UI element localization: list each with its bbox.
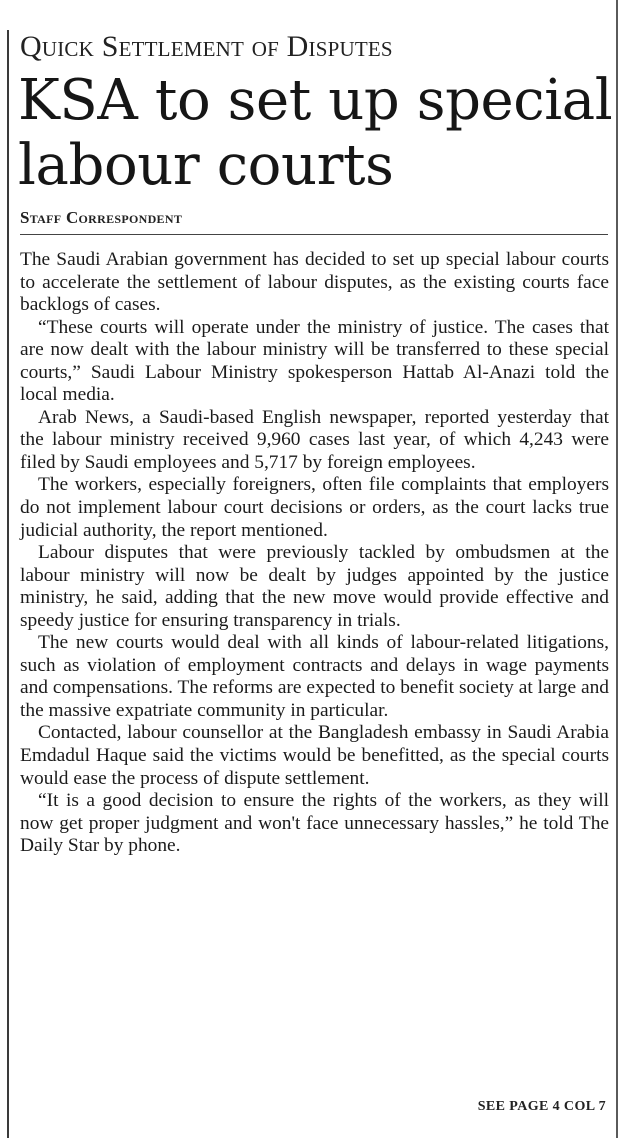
article-body (20, 249, 609, 858)
byline: Staff Correspondent (20, 208, 183, 227)
article-paragraph: The new courts would deal with all kinds of labour-related litigations, such as violation of employment contracts and delays in wage payments and compensations. The reforms are expected to benefit society at large and the massive expatriate community in particular. (20, 632, 609, 721)
kicker: Quick Settlement of Disputes (20, 30, 393, 63)
article-paragraph: “These courts will operate under the ministry of justice. The cases that are now dealt with the labour ministry will be transferred to these special courts,” Saudi Labour Ministry spokesperson Hattab Al-Anazi told the local media. (20, 316, 609, 406)
article-paragraph: Arab News, a Saudi-based English newspaper, reported yesterday that the labour ministry received 9,960 cases last year, of which 4,243 were filed by Saudi employees and 5,717 by foreign employees. (20, 406, 609, 473)
byline-divider (20, 234, 608, 235)
headline: KSA to set up special labour courts (18, 68, 613, 198)
continued-jump-line: SEE PAGE 4 COL 7 (477, 1099, 606, 1114)
article-paragraph: The Saudi Arabian government has decided to set up special labour courts to accelerate the settlement of labour disputes, as the existing courts face backlogs of cases. (20, 249, 609, 316)
left-column-rule (7, 30, 9, 1138)
article-paragraph: The workers, especially foreigners, often file complaints that employers do not implement labour court decisions or orders, as the court lacks true judicial authority, the report mentioned. (20, 474, 609, 541)
article-paragraph: “It is a good decision to ensure the rights of the workers, as they will now get proper judgment and won't face unnecessary hassles,” he told The Daily Star by phone. (20, 790, 609, 857)
article-paragraph: Labour disputes that were previously tackled by ombudsmen at the labour ministry will now be dealt by judges appointed by the justice ministry, he said, adding that the new move would provide effective and speedy justice for ensuring transparency in trials. (20, 542, 609, 631)
article-paragraph: Contacted, labour counsellor at the Bangladesh embassy in Saudi Arabia Emdadul Haque said the victims would be benefitted, as the special courts would ease the process of dispute settlement. (20, 722, 609, 789)
